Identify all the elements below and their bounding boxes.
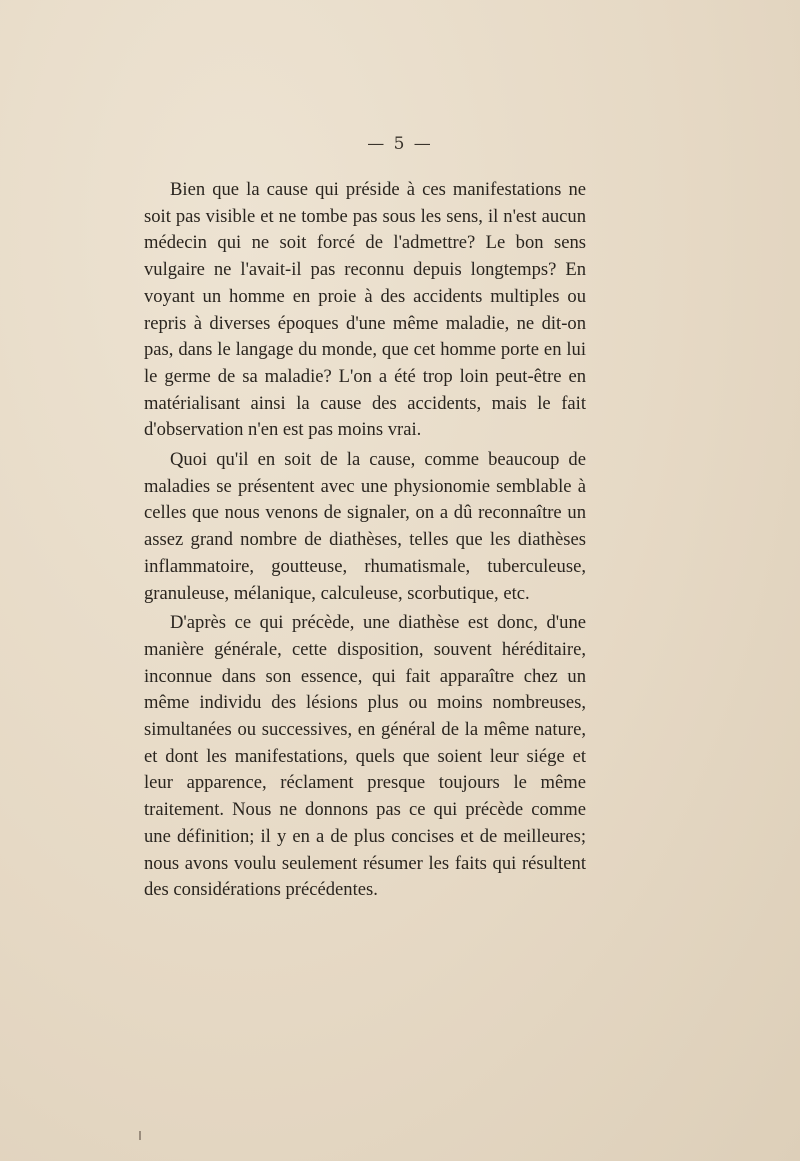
paragraph-2: Quoi qu'il en soit de la cause, comme beaucoup de maladies se présentent avec une physionomie semblable à celles que nous venons de signaler, on a dû reconnaître un assez grand nombre de diathèses, telles que les diathèses inflammatoire, goutteuse, rhumatismale, tuberculeuse, granuleuse, mélanique, calculeuse, scorbutique, etc. <box>144 449 586 604</box>
body-text <box>144 177 586 904</box>
paragraph-1: Bien que la cause qui préside à ces manifestations ne soit pas visible et ne tombe pas sous les sens, il n'est aucun médecin qui ne soit forcé de l'admettre? Le bon sens vulgaire ne l'avait-il pas reconnu depuis longtemps? En voyant un homme en proie à des accidents multiples ou repris à diverses époques d'une même maladie, ne dit-on pas, dans le langage du monde, que cet homme porte en lui le germe de sa maladie? L'on a été trop loin peut-être en matérialisant ainsi la cause des accidents, mais le fait d'observation n'en est pas moins vrai. <box>144 179 586 441</box>
ink-mark <box>139 1131 141 1140</box>
paragraph-3: D'après ce qui précède, une diathèse est donc, d'une manière générale, cette disposition, souvent héréditaire, inconnue dans son essence, qui fait apparaître chez un même individu des lésions plus ou moins nombreuses, simultanées ou successives, en général de la même nature, et dont les manifestations, quels que soient leur siége et leur apparence, réclament presque toujours le même traitement. Nous ne donnons pas ce qui précède comme une définition; il y en a de plus concises et de meilleures; nous avons voulu seulement résumer les faits qui résultent des considérations précédentes. <box>144 612 586 901</box>
page-number: — 5 — <box>367 134 433 154</box>
